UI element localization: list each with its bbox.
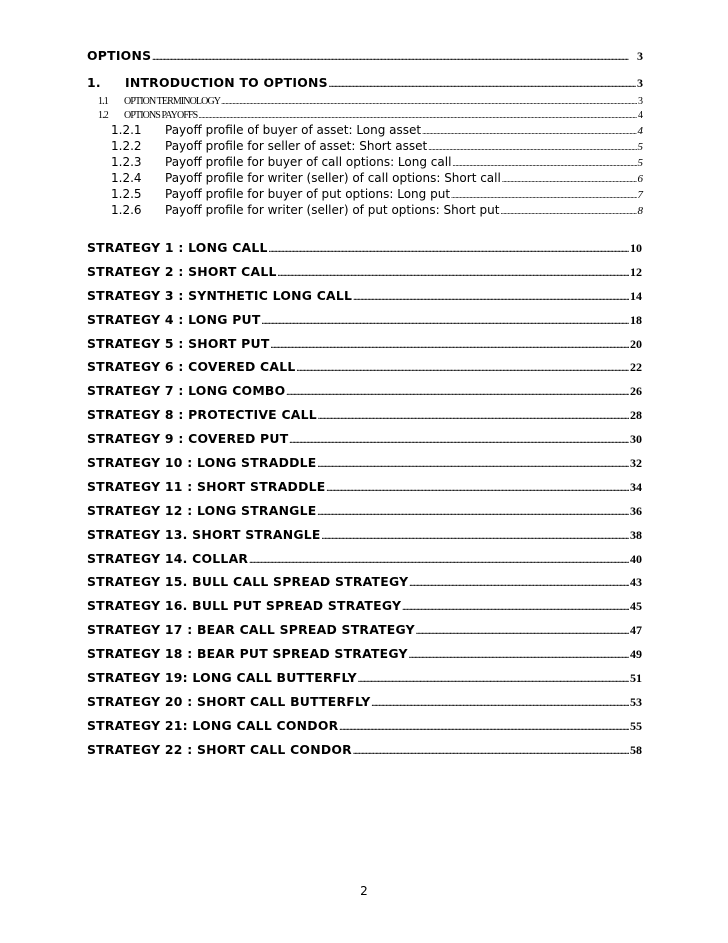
toc-entry-label: STRATEGY 9 : COVERED PUT bbox=[87, 431, 289, 447]
toc-entry-page: 28 bbox=[630, 408, 642, 423]
toc-entry-page: 53 bbox=[630, 694, 642, 709]
toc-entry-page: 55 bbox=[630, 718, 642, 733]
dot-leader bbox=[452, 159, 636, 168]
toc-entry-label: STRATEGY 18 : BEAR PUT SPREAD STRATEGY bbox=[87, 646, 408, 662]
toc-entry-1-2-3[interactable] bbox=[111, 155, 643, 169]
toc-entry-label: STRATEGY 4 : LONG PUT bbox=[87, 311, 261, 327]
toc-entry-page: 30 bbox=[630, 432, 642, 447]
toc-entry-label: STRATEGY 13. SHORT STRANGLE bbox=[87, 526, 321, 542]
toc-entry-number: 1.2.1 bbox=[111, 123, 142, 137]
toc-entry-label: STRATEGY 11 : SHORT STRADDLE bbox=[87, 478, 326, 494]
toc-entry-page: 10 bbox=[630, 241, 642, 255]
dot-leader bbox=[339, 723, 629, 732]
toc-entry-1-2-2[interactable] bbox=[111, 139, 643, 153]
dot-leader bbox=[371, 699, 629, 708]
toc-entry-strategy-4[interactable] bbox=[87, 312, 642, 336]
dot-leader bbox=[326, 484, 629, 493]
toc-entry-strategy-13[interactable] bbox=[87, 527, 642, 551]
dot-leader bbox=[289, 436, 629, 445]
toc-entry-label: STRATEGY 3 : SYNTHETIC LONG CALL bbox=[87, 287, 353, 303]
dot-leader bbox=[422, 127, 636, 136]
toc-entry-label: STRATEGY 22 : SHORT CALL CONDOR bbox=[87, 741, 352, 757]
toc-entry-label: STRATEGY 19: LONG CALL BUTTERFLY bbox=[87, 670, 357, 686]
toc-entry-label: STRATEGY 17 : BEAR CALL SPREAD STRATEGY bbox=[87, 622, 415, 638]
toc-entry-label: STRATEGY 16. BULL PUT SPREAD STRATEGY bbox=[87, 598, 402, 614]
toc-entry-strategy-19[interactable] bbox=[87, 670, 642, 694]
toc-entry-page: 4 bbox=[638, 110, 643, 121]
toc-entry-strategy-17[interactable] bbox=[87, 622, 642, 646]
toc-entry-number: 1. bbox=[87, 75, 101, 90]
dot-leader bbox=[322, 532, 629, 541]
toc-entry-number: 1.2.5 bbox=[111, 187, 142, 201]
toc-entry-page: 3 bbox=[638, 96, 643, 107]
toc-entry-strategy-21[interactable] bbox=[87, 718, 642, 742]
dot-leader bbox=[502, 175, 637, 184]
toc-entry-label: OPTIONS PAYOFFS bbox=[124, 110, 198, 121]
toc-entry-strategy-16[interactable] bbox=[87, 598, 642, 622]
toc-entry-page: 12 bbox=[630, 264, 642, 279]
toc-entry-page: 14 bbox=[630, 288, 642, 303]
toc-entry-page: 36 bbox=[630, 503, 642, 518]
toc-entry-label: Payoff profile of buyer of asset: Long asset bbox=[165, 123, 422, 137]
dot-leader bbox=[318, 460, 630, 469]
toc-entry-label: STRATEGY 1 : LONG CALL bbox=[87, 240, 268, 255]
toc-entry-page: 38 bbox=[630, 527, 642, 542]
toc-entry-strategy-12[interactable] bbox=[87, 503, 642, 527]
dot-leader bbox=[353, 747, 629, 756]
page-number: 2 bbox=[360, 884, 368, 898]
toc-entry-page: 32 bbox=[630, 456, 642, 471]
toc-entry-label: Payoff profile for buyer of put options: Long put bbox=[165, 187, 451, 201]
toc-entry-page: 5 bbox=[637, 157, 643, 169]
toc-entry-strategy-22[interactable] bbox=[87, 742, 642, 766]
toc-entry-options-payoffs[interactable] bbox=[98, 110, 643, 121]
toc-entry-strategy-2[interactable] bbox=[87, 264, 642, 288]
toc-entry-number: 1.2.2 bbox=[111, 139, 142, 153]
toc-entry-label: OPTION TERMINOLOGY bbox=[124, 96, 221, 107]
toc-entry-label: Payoff profile for writer (seller) of call options: Short call bbox=[165, 171, 501, 185]
toc-entry-strategy-20[interactable] bbox=[87, 694, 642, 718]
toc-entry-page: 18 bbox=[630, 312, 642, 327]
toc-entry-number: 1.1 bbox=[98, 96, 108, 107]
toc-entry-label: Payoff profile for buyer of call options: Long call bbox=[165, 155, 452, 169]
toc-entry-page: 45 bbox=[630, 599, 642, 614]
toc-entry-page: 6 bbox=[637, 173, 643, 185]
toc-entry-page: 22 bbox=[630, 360, 642, 375]
toc-entry-number: 1.2 bbox=[98, 110, 108, 121]
toc-entry-label: Payoff profile for seller of asset: Short asset bbox=[165, 139, 428, 153]
toc-entry-page: 8 bbox=[637, 205, 643, 217]
dot-leader bbox=[318, 412, 629, 421]
toc-entry-page: 34 bbox=[630, 479, 642, 494]
toc-entry-1-2-1[interactable] bbox=[111, 123, 643, 137]
toc-entry-page: 43 bbox=[630, 575, 642, 590]
toc-entry-label: STRATEGY 21: LONG CALL CONDOR bbox=[87, 717, 339, 733]
toc-entry-options[interactable] bbox=[87, 48, 643, 64]
toc-entry-label: INTRODUCTION TO OPTIONS bbox=[125, 75, 328, 90]
toc-entry-page: 47 bbox=[630, 623, 642, 638]
toc-entry-strategy-18[interactable] bbox=[87, 646, 642, 670]
toc-entry-label: STRATEGY 10 : LONG STRADDLE bbox=[87, 455, 317, 471]
toc-entry-page: 7 bbox=[637, 189, 643, 201]
toc-entry-label: STRATEGY 15. BULL CALL SPREAD STRATEGY bbox=[87, 574, 409, 590]
dot-leader bbox=[353, 293, 629, 302]
toc-entry-page: 58 bbox=[630, 742, 642, 757]
toc-entry-label: Payoff profile for writer (seller) of put options: Short put bbox=[165, 203, 500, 217]
dot-leader bbox=[409, 651, 629, 660]
dot-leader bbox=[269, 245, 629, 254]
dot-leader bbox=[221, 97, 637, 106]
toc-entry-strategy-11[interactable] bbox=[87, 479, 642, 503]
toc-entry-label: OPTIONS bbox=[87, 48, 152, 63]
dot-leader bbox=[428, 143, 636, 152]
toc-entry-page: 3 bbox=[637, 49, 643, 63]
toc-entry-label: STRATEGY 7 : LONG COMBO bbox=[87, 383, 286, 399]
dot-leader bbox=[278, 269, 629, 278]
toc-entry-strategy-8[interactable] bbox=[87, 407, 642, 431]
dot-leader bbox=[286, 388, 629, 397]
toc-entry-option-terminology[interactable] bbox=[98, 96, 643, 107]
toc-entry-label: STRATEGY 8 : PROTECTIVE CALL bbox=[87, 407, 317, 423]
dot-leader bbox=[317, 508, 629, 517]
toc-entry-label: STRATEGY 2 : SHORT CALL bbox=[87, 263, 277, 279]
dot-leader bbox=[271, 341, 629, 350]
toc-entry-1-2-6[interactable] bbox=[111, 203, 643, 217]
dot-leader bbox=[297, 364, 629, 373]
toc-entry-1-2-5[interactable] bbox=[111, 187, 643, 201]
toc-entry-introduction[interactable] bbox=[87, 75, 643, 91]
dot-leader bbox=[358, 675, 629, 684]
toc-entry-label: STRATEGY 6 : COVERED CALL bbox=[87, 359, 296, 375]
toc-entry-page: 5 bbox=[637, 141, 643, 153]
toc-entry-strategy-3[interactable] bbox=[87, 288, 642, 312]
dot-leader bbox=[416, 627, 629, 636]
dot-leader bbox=[262, 317, 629, 326]
toc-entry-number: 1.2.6 bbox=[111, 203, 142, 217]
toc-entry-strategy-10[interactable] bbox=[87, 455, 642, 479]
toc-entry-strategy-9[interactable] bbox=[87, 431, 642, 455]
dot-leader bbox=[451, 191, 636, 200]
dot-leader bbox=[198, 111, 637, 120]
toc-entry-label: STRATEGY 12 : LONG STRANGLE bbox=[87, 502, 317, 518]
dot-leader bbox=[329, 80, 636, 89]
toc-entry-page: 40 bbox=[630, 551, 642, 566]
toc-entry-page: 3 bbox=[637, 76, 643, 90]
dot-leader bbox=[409, 579, 629, 588]
toc-entry-label: STRATEGY 5 : SHORT PUT bbox=[87, 335, 270, 351]
toc-entry-strategy-5[interactable] bbox=[87, 336, 642, 360]
dot-leader bbox=[402, 603, 629, 612]
toc-entry-label: STRATEGY 20 : SHORT CALL BUTTERFLY bbox=[87, 693, 371, 709]
toc-entry-number: 1.2.4 bbox=[111, 171, 142, 185]
toc-entry-number: 1.2.3 bbox=[111, 155, 142, 169]
toc-entry-1-2-4[interactable] bbox=[111, 171, 643, 185]
dot-leader bbox=[500, 207, 636, 216]
toc-entry-strategy-14[interactable] bbox=[87, 551, 642, 575]
toc-entry-strategy-7[interactable] bbox=[87, 383, 642, 407]
toc-entry-page: 4 bbox=[637, 125, 643, 137]
toc-entry-page: 26 bbox=[630, 384, 642, 399]
table-of-contents bbox=[87, 48, 643, 219]
dot-leader bbox=[152, 53, 636, 62]
dot-leader bbox=[249, 556, 629, 565]
toc-entry-page: 20 bbox=[630, 336, 642, 351]
toc-entry-page: 49 bbox=[630, 647, 642, 662]
toc-entry-strategy-1[interactable] bbox=[87, 240, 642, 264]
toc-entry-strategy-6[interactable] bbox=[87, 359, 642, 383]
strategy-list bbox=[87, 240, 642, 766]
toc-entry-strategy-15[interactable] bbox=[87, 574, 642, 598]
toc-entry-label: STRATEGY 14. COLLAR bbox=[87, 550, 249, 566]
toc-entry-page: 51 bbox=[630, 671, 642, 686]
